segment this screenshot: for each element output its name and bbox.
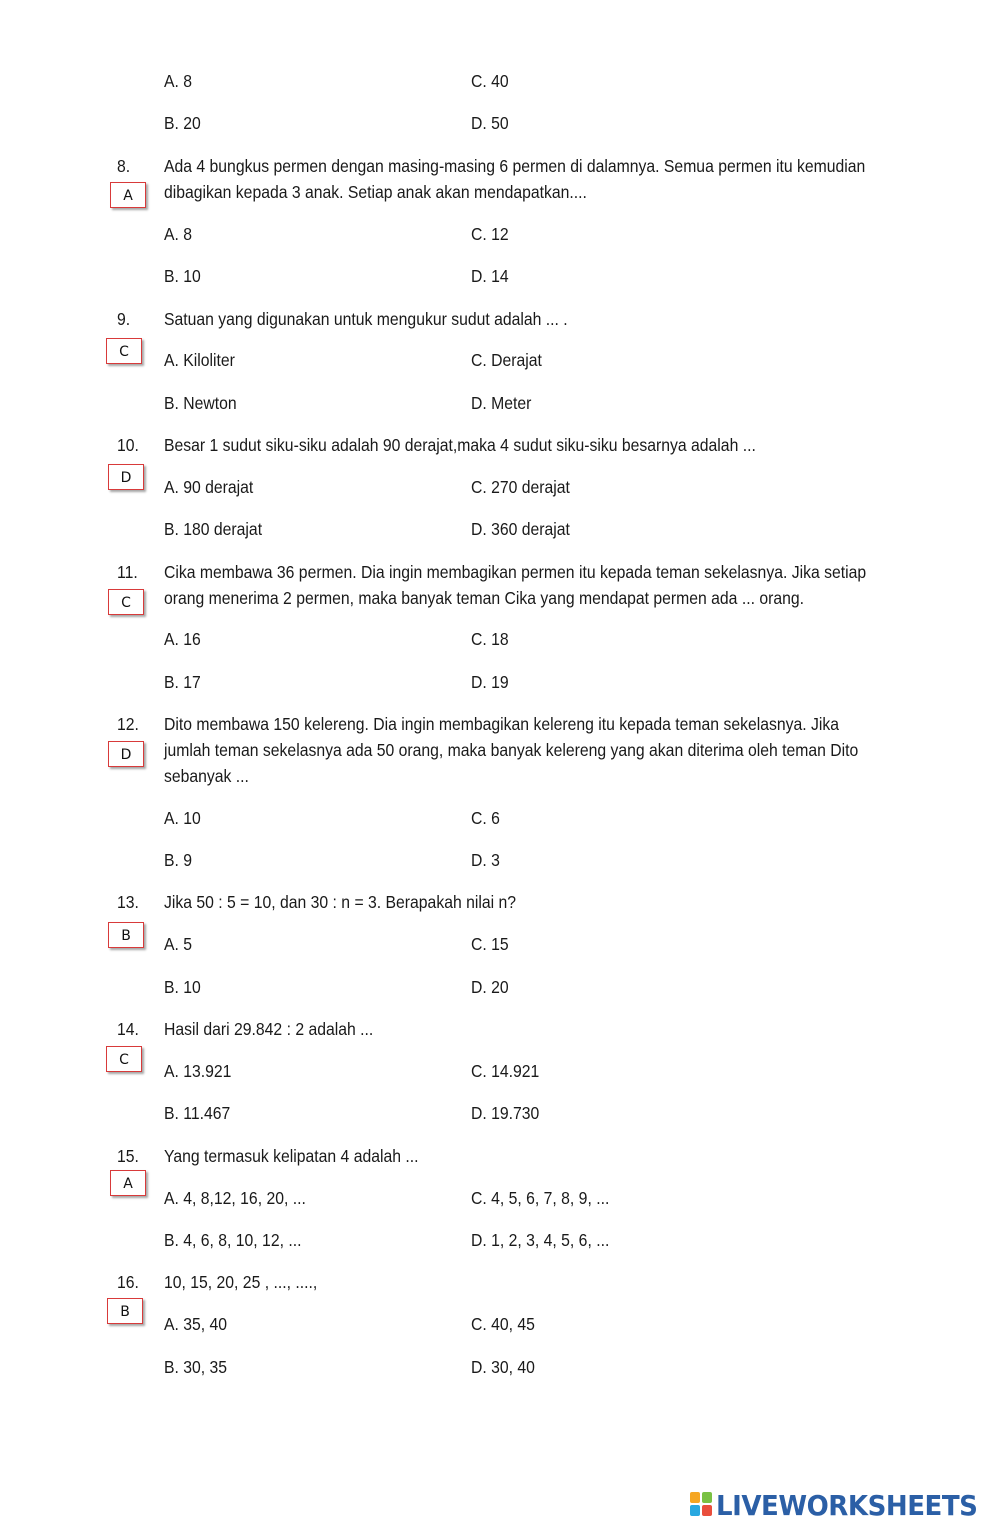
option-c: C. 15 [471, 934, 509, 954]
question-text: Besar 1 sudut siku-siku adalah 90 derajat,maka 4 sudut siku-siku besarnya adalah ... [164, 435, 756, 455]
option-c: C. 18 [471, 629, 509, 649]
answer-box[interactable]: D [108, 464, 144, 490]
option-b: B. 20 [164, 113, 201, 133]
option-a: A. 8 [164, 224, 193, 244]
option-a: A. 16 [164, 629, 201, 649]
question-text: orang menerima 2 permen, maka banyak teman Cika yang mendapat permen ada ... orang. [164, 588, 804, 608]
option-c: C. 40, 45 [471, 1314, 535, 1334]
option-b: B. 17 [164, 672, 201, 692]
question-text: jumlah teman sekelasnya ada 50 orang, maka banyak kelereng yang akan diterima oleh teman Dito [164, 740, 859, 760]
option-d: D. 19 [471, 672, 509, 692]
option-b: B. 10 [164, 977, 201, 997]
question-text: Satuan yang digunakan untuk mengukur sudut adalah ... . [164, 309, 568, 329]
question-number: 15. [117, 1146, 139, 1166]
question-text: Jika 50 : 5 = 10, dan 30 : n = 3. Berapakah nilai n? [164, 892, 517, 912]
question-number: 12. [117, 714, 139, 734]
option-d: D. 1, 2, 3, 4, 5, 6, ... [471, 1230, 610, 1250]
option-d: D. 19.730 [471, 1103, 540, 1123]
option-b: B. 30, 35 [164, 1357, 228, 1377]
question-text: Ada 4 bungkus permen dengan masing-masing 6 permen di dalamnya. Semua permen itu kemudian [164, 156, 866, 176]
answer-box[interactable]: D [108, 741, 144, 767]
answer-box[interactable]: C [106, 1046, 142, 1072]
option-d: D. 3 [471, 850, 500, 870]
question-text: dibagikan kepada 3 anak. Setiap anak akan mendapatkan.... [164, 182, 587, 202]
option-b: B. 11.467 [164, 1103, 231, 1123]
option-c: C. 6 [471, 808, 500, 828]
option-a: A. 13.921 [164, 1061, 232, 1081]
question-text: Hasil dari 29.842 : 2 adalah ... [164, 1019, 374, 1039]
option-b: B. 9 [164, 850, 193, 870]
answer-box[interactable]: B [108, 922, 144, 948]
option-d: D. Meter [471, 393, 532, 413]
option-a: A. 8 [164, 71, 193, 91]
option-d: D. 50 [471, 113, 509, 133]
option-d: D. 14 [471, 266, 509, 286]
question-text: Yang termasuk kelipatan 4 adalah ... [164, 1146, 419, 1166]
option-d: D. 360 derajat [471, 519, 570, 539]
option-a: A. 35, 40 [164, 1314, 228, 1334]
question-number: 8. [117, 156, 131, 176]
question-number: 13. [117, 892, 139, 912]
question-number: 14. [117, 1019, 139, 1039]
option-a: A. 5 [164, 934, 193, 954]
answer-box[interactable]: A [110, 182, 146, 208]
answer-box[interactable]: B [107, 1298, 143, 1324]
answer-box[interactable]: C [108, 589, 144, 615]
option-b: B. Newton [164, 393, 237, 413]
brand-name: LIVEWORKSHEETS [716, 1488, 978, 1522]
question-number: 10. [117, 435, 139, 455]
option-b: B. 180 derajat [164, 519, 263, 539]
option-a: A. 4, 8,12, 16, 20, ... [164, 1188, 306, 1208]
option-d: D. 20 [471, 977, 509, 997]
question-text: 10, 15, 20, 25 , ..., ...., [164, 1272, 318, 1292]
option-a: A. 90 derajat [164, 477, 254, 497]
option-b: B. 4, 6, 8, 10, 12, ... [164, 1230, 302, 1250]
question-text: sebanyak ... [164, 766, 249, 786]
question-text: Cika membawa 36 permen. Dia ingin membagikan permen itu kepada teman sekelasnya. Jika setiap [164, 562, 867, 582]
option-c: C. 4, 5, 6, 7, 8, 9, ... [471, 1188, 610, 1208]
question-number: 16. [117, 1272, 139, 1292]
answer-box[interactable]: A [110, 1170, 146, 1196]
question-text: Dito membawa 150 kelereng. Dia ingin membagikan kelereng itu kepada teman sekelasnya. Jika [164, 714, 839, 734]
question-number: 9. [117, 309, 131, 329]
option-d: D. 30, 40 [471, 1357, 535, 1377]
option-c: C. Derajat [471, 350, 542, 370]
question-number: 11. [117, 562, 138, 582]
liveworksheets-logo-icon [690, 1492, 714, 1518]
option-a: A. Kiloliter [164, 350, 235, 370]
option-c: C. 14.921 [471, 1061, 540, 1081]
answer-box[interactable]: C [106, 338, 142, 364]
option-a: A. 10 [164, 808, 201, 828]
option-c: C. 40 [471, 71, 509, 91]
liveworksheets-logo[interactable] [690, 1488, 997, 1522]
option-c: C. 12 [471, 224, 509, 244]
option-b: B. 10 [164, 266, 201, 286]
option-c: C. 270 derajat [471, 477, 570, 497]
